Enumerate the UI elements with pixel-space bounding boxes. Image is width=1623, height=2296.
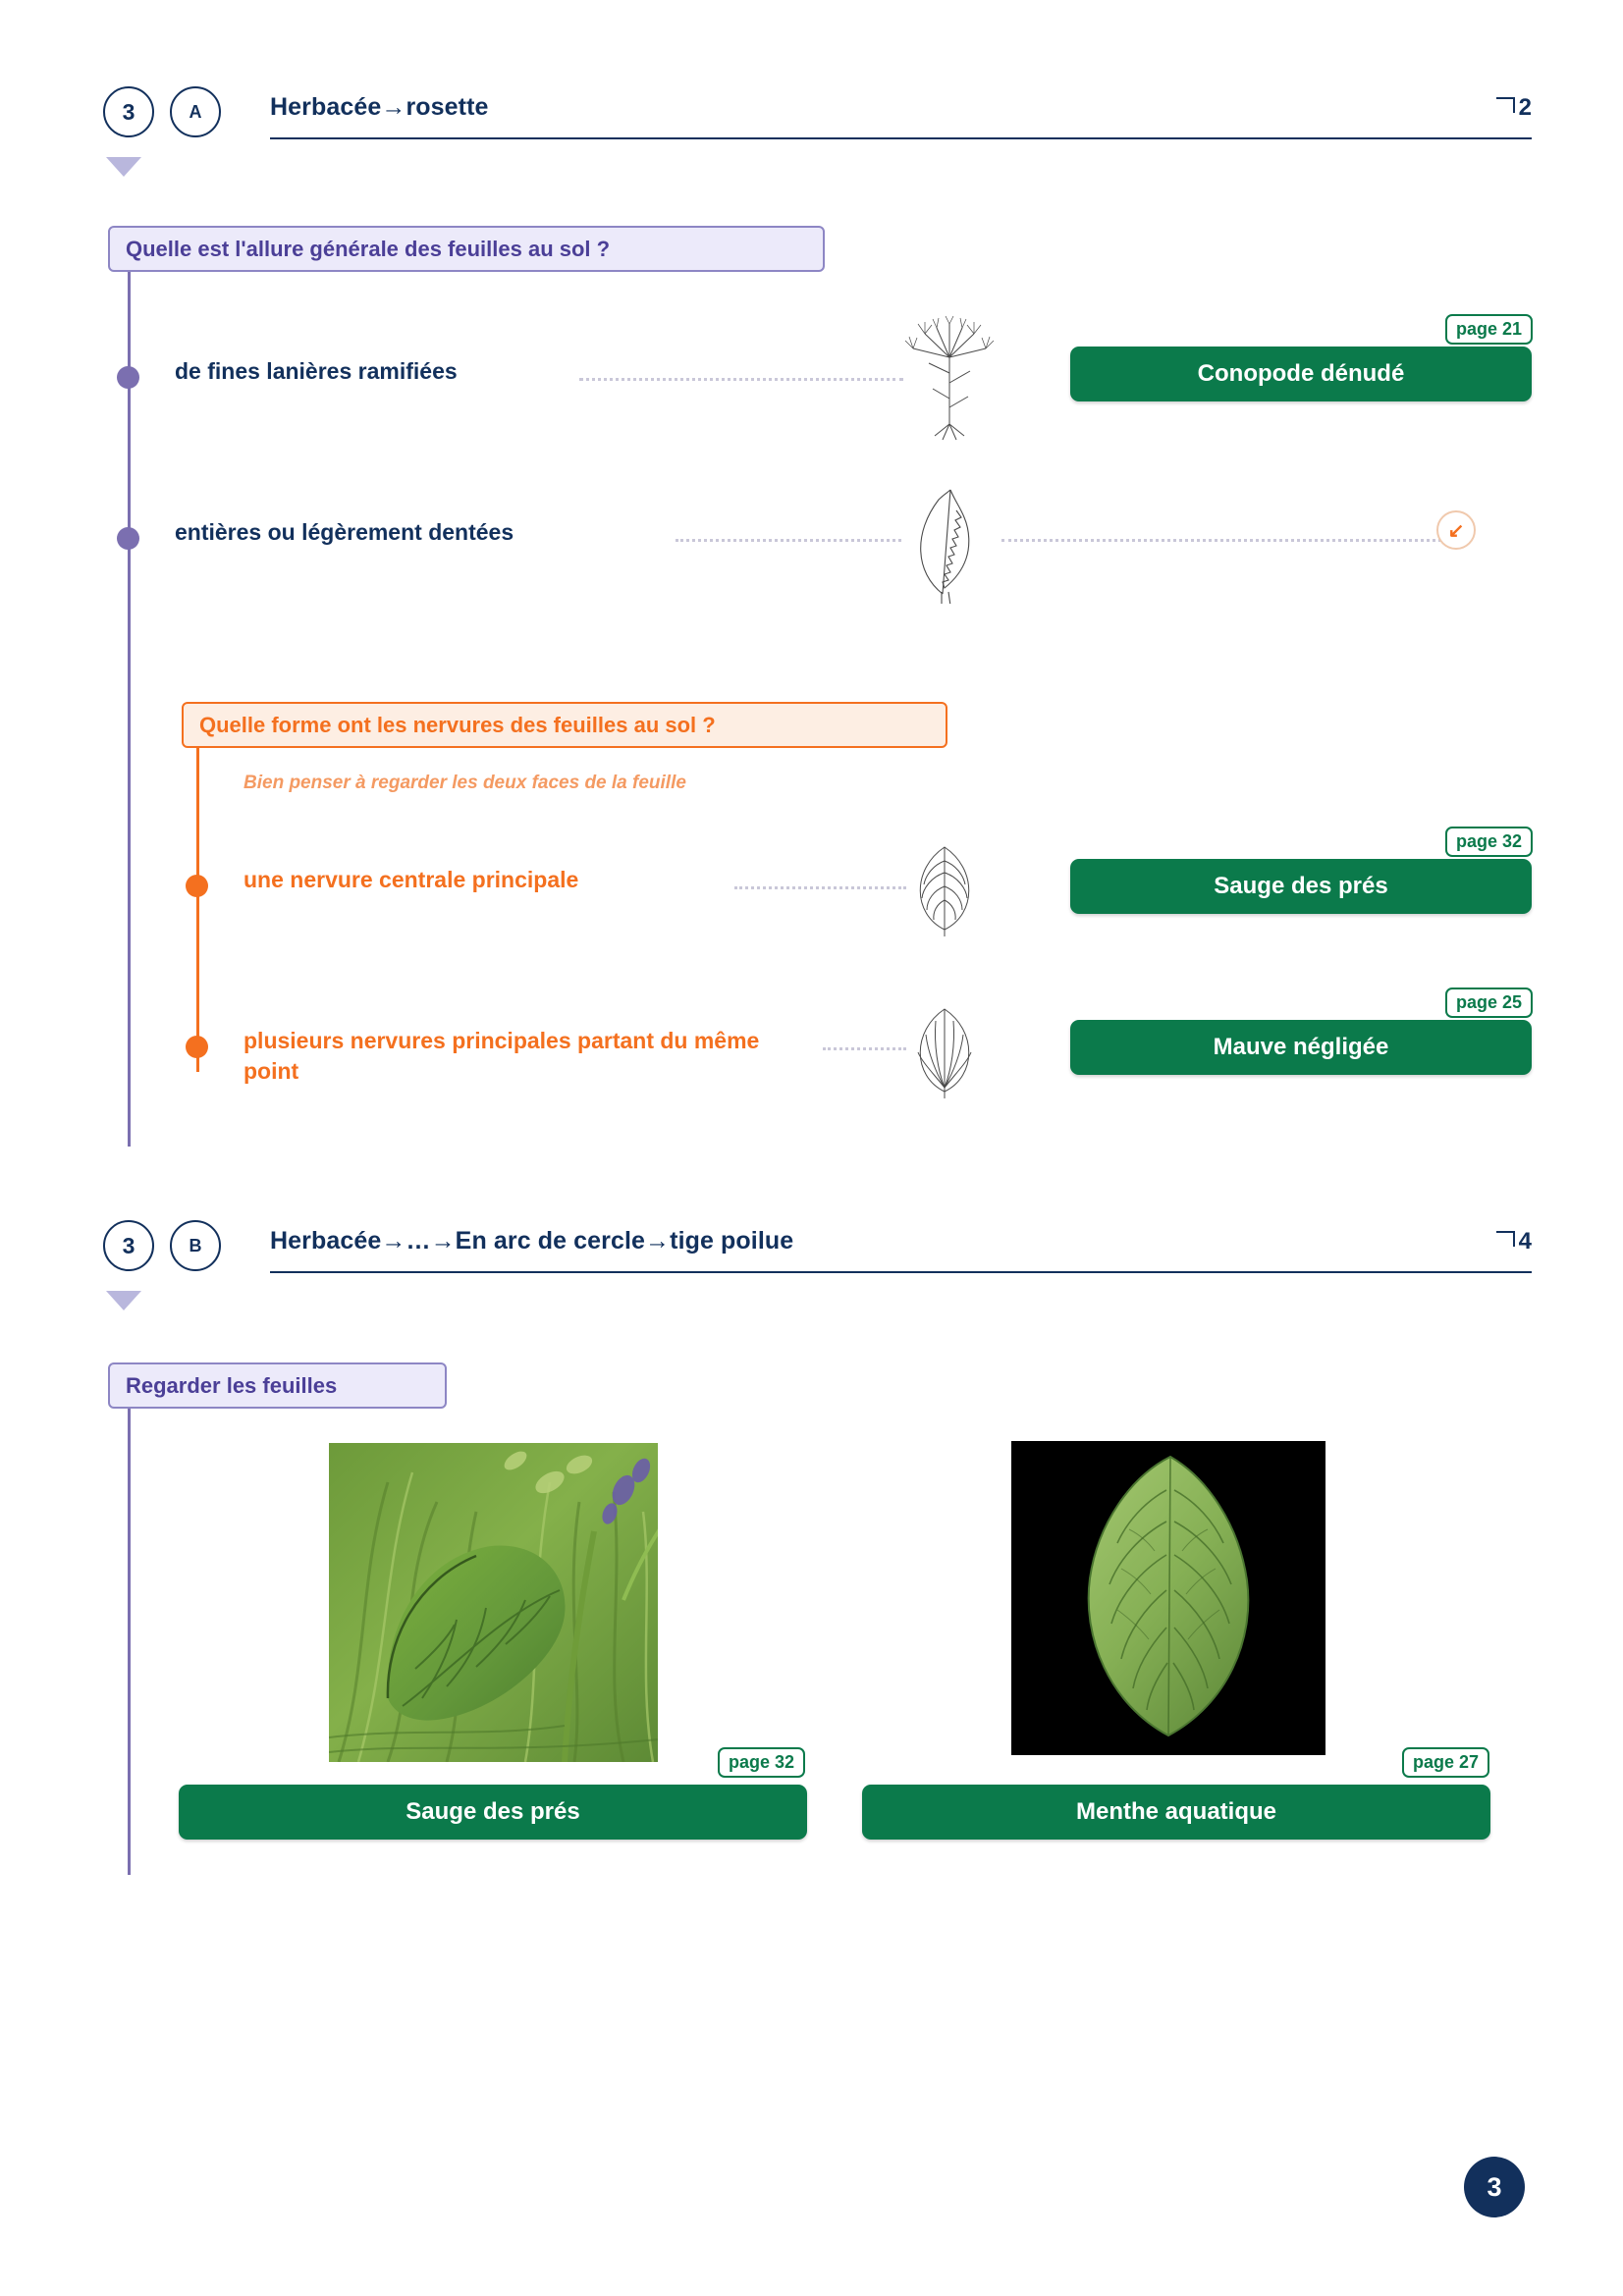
choice-bullet-2: [117, 527, 139, 550]
result-button-menthe[interactable]: Menthe aquatique: [862, 1785, 1490, 1840]
palmate-leaf-drawing: [898, 1001, 992, 1099]
pinnate-leaf-drawing: [898, 839, 992, 937]
subquestion-pill: Quelle forme ont les nervures des feuilles au sol ?: [182, 702, 947, 748]
section-badge-number-3b: 3: [103, 1220, 154, 1271]
menthe-aquatique-photo: [1011, 1441, 1325, 1755]
return-corner-icon-b: [1496, 1231, 1515, 1247]
page-tag-mauve[interactable]: page 25: [1445, 988, 1533, 1018]
sub-choice-label-2: plusieurs nervures principales partant du même point: [243, 1028, 760, 1085]
page-tag-sauge-a[interactable]: page 32: [1445, 827, 1533, 857]
dots-2b: [1001, 539, 1441, 545]
section-reference-3b[interactable]: [1496, 1228, 1532, 1255]
section-title-3b: Herbacée→…→En arc de cercle→tige poilue: [270, 1227, 794, 1255]
toothed-leaf-drawing: [895, 486, 994, 604]
sauge-des-pres-photo: [329, 1443, 658, 1762]
sub-choice-bullet-2: [186, 1036, 208, 1058]
choice-label-2: entières ou légèrement dentées: [175, 519, 514, 545]
dots-1: [579, 378, 903, 384]
page-number: 3: [1464, 2157, 1525, 2217]
choice-label-1: de fines lanières ramifiées: [175, 358, 458, 384]
question-pill-3b: Regarder les feuilles: [108, 1362, 447, 1409]
arrow-down-left-icon[interactable]: ↙: [1436, 510, 1476, 550]
section-badge-number-3a: 3: [103, 86, 154, 137]
spine-orange: [196, 728, 199, 1072]
section-header-3b: [103, 1220, 1532, 1279]
section-reference-3a[interactable]: [1496, 94, 1532, 122]
spine-purple-3b: [128, 1364, 131, 1875]
dots-3: [734, 886, 906, 892]
section-reference-label-3a: 2: [1518, 94, 1532, 121]
question-pill-3a: Quelle est l'allure générale des feuilles au sol ?: [108, 226, 825, 272]
section-rule-3b: [270, 1271, 1532, 1273]
choice-bullet-1: [117, 366, 139, 389]
umbel-plant-drawing: [895, 314, 1003, 442]
result-button-sauge-b[interactable]: Sauge des prés: [179, 1785, 807, 1840]
section-header-3a: [103, 86, 1532, 145]
result-button-conopode[interactable]: Conopode dénudé: [1070, 347, 1532, 401]
dots-4: [823, 1047, 906, 1053]
down-arrow-3b: [106, 1291, 141, 1310]
dots-2a: [676, 539, 901, 545]
subquestion-hint: Bien penser à regarder les deux faces de la feuille: [243, 773, 686, 793]
section-badge-letter-3b: B: [170, 1220, 221, 1271]
section-badge-letter-3a: A: [170, 86, 221, 137]
page-tag-sauge-b[interactable]: page 32: [718, 1747, 805, 1778]
page-tag-menthe[interactable]: page 27: [1402, 1747, 1489, 1778]
sub-choice-label-1: une nervure centrale principale: [243, 867, 579, 892]
section-title-3a: Herbacée→rosette: [270, 93, 489, 121]
page-tag-conopode[interactable]: page 21: [1445, 314, 1533, 345]
sub-choice-bullet-1: [186, 875, 208, 897]
section-rule-3a: [270, 137, 1532, 139]
section-reference-label-3b: 4: [1518, 1228, 1532, 1255]
down-arrow-3a: [106, 157, 141, 177]
result-button-sauge-a[interactable]: Sauge des prés: [1070, 859, 1532, 914]
return-corner-icon: [1496, 97, 1515, 113]
result-button-mauve[interactable]: Mauve négligée: [1070, 1020, 1532, 1075]
